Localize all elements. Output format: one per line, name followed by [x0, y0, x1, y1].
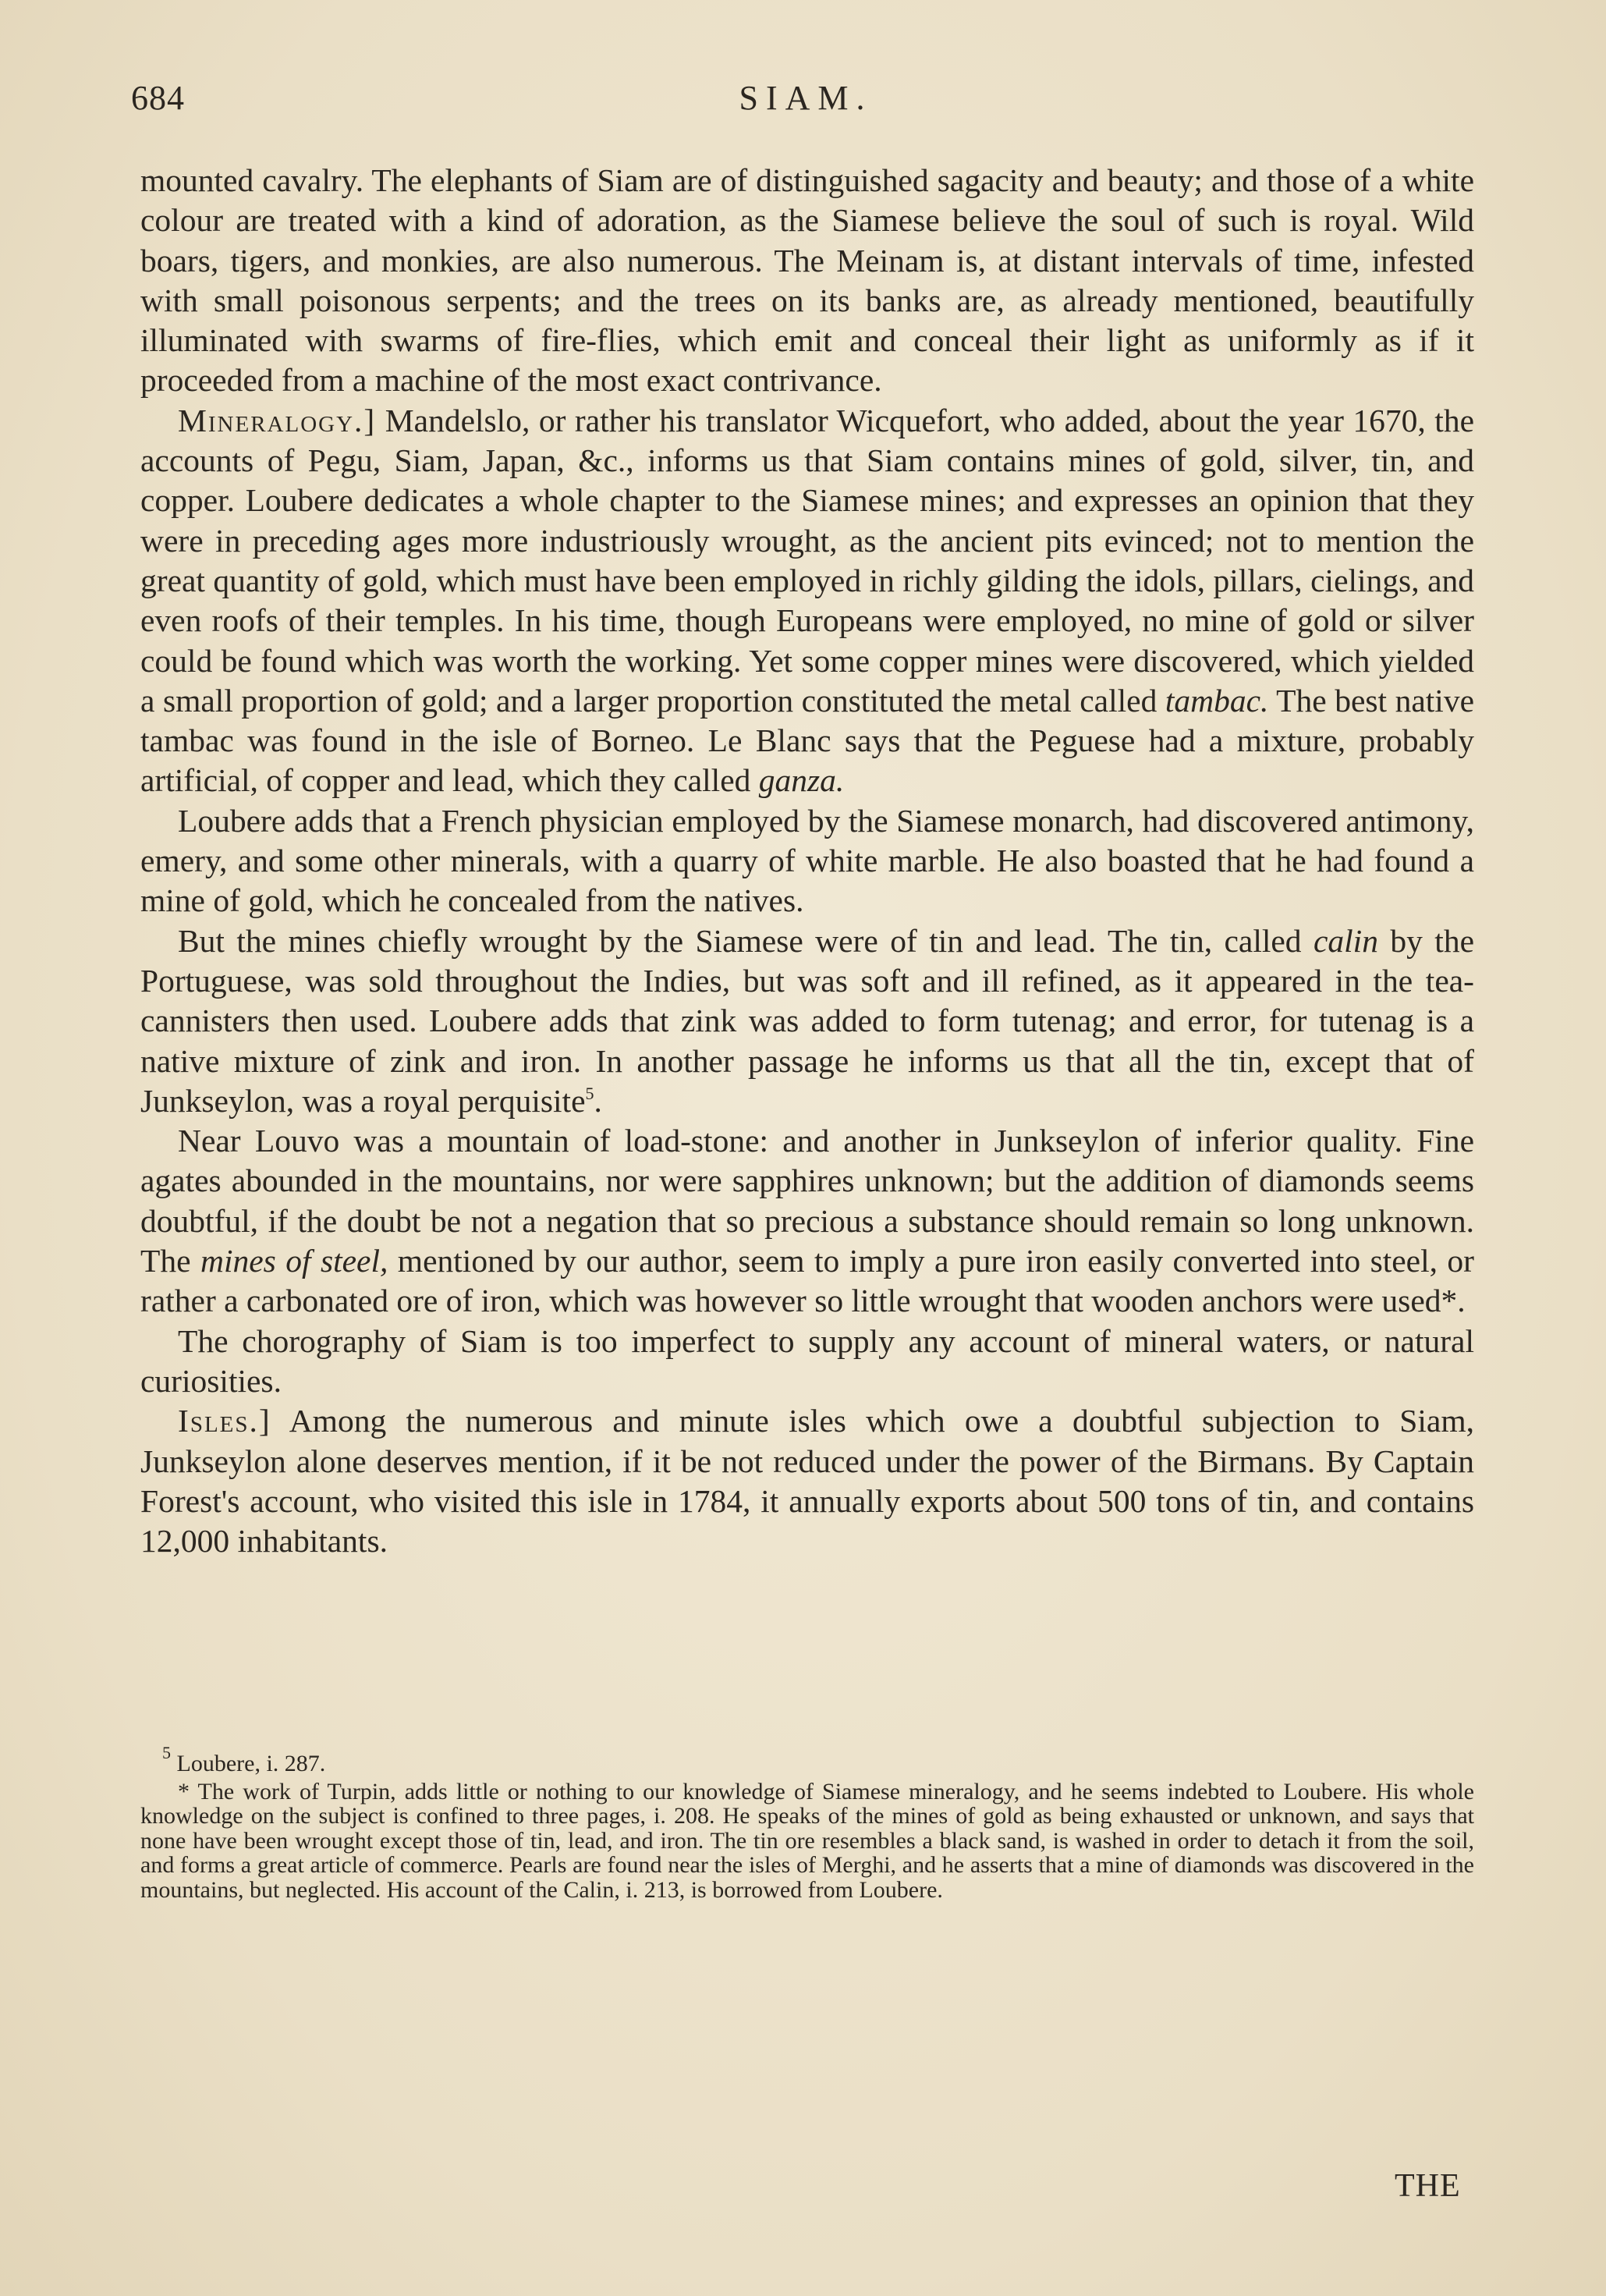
paragraph-text: . — [594, 1082, 602, 1119]
paragraph-loadstone — [140, 1121, 1474, 1321]
paragraph-text: The best native tambac was found in the isle of Borneo. Le Blanc says that the Peguese had a mixture, probably artificial, of copper and lead, which they called — [140, 682, 1475, 799]
page-header — [131, 78, 1480, 125]
italic-term-calin: calin — [1313, 922, 1378, 959]
paragraph-mineralogy — [140, 401, 1474, 801]
footnotes — [140, 1743, 1474, 1903]
paragraph-text: Near Louvo was a mountain of load-stone: and another in Junkseylon of inferior quality. Fine agates abounded in the mountains, nor were sapphires unknown; but the addition of diamonds seems doubtful, if the doubt be not a negation that so precious a substance should remain so long unknown. The — [140, 1123, 1474, 1279]
paragraph-chorography — [140, 1322, 1474, 1402]
italic-term-mines-of-steel: mines of steel, — [200, 1243, 388, 1279]
paragraph-text: Among the numerous and minute isles which owe a doubtful subjection to Siam, Junkseylon alone deserves mention, if it be not reduced under the power of the Birmans. By Captain Forest's account, who visited this isle in 1784, it annually exports about 500 tons of tin, and contains 12,000 inhabitants. — [140, 1403, 1474, 1560]
page-number: 684 — [131, 79, 185, 117]
footnote-asterisk: * The work of Turpin, adds little or nothing to our knowledge of Siamese mineralogy, and he seems indebted to Loubere. His whole knowledge on the subject is confined to three pages, i. 208. He speaks of the mines of gold as being exhausted or unknown, and says that none have been wrought except those of tin, lead, and iron. The tin ore resembles a black sand, is washed in order to detach it from the soil, and forms a great article of commerce. Pearls are found near the isles of Merghi, and he asserts that a mine of diamonds was discovered in the mountains, but neglected. His account of the Calin, i. 213, is borrowed from Loubere. — [140, 1778, 1474, 1903]
paragraph-fauna — [140, 161, 1474, 401]
footnote-mark: 5 — [162, 1743, 171, 1762]
paragraph-text: mentioned by our author, seem to imply a pure iron easily converted into steel, or rather a carbonated ore of iron, which was however so little wrought that wooden anchors were used*. — [140, 1243, 1475, 1319]
footnote-reference-5[interactable]: 5 — [585, 1083, 594, 1103]
paragraph-text: by the Portuguese, was sold throughout the Indies, but was soft and ill refined, as it appeared in the tea-cannisters then used. Loubere adds that zink was added to form tutenag; and error, for tutenag is a native mixture of zink and iron. In another passage he informs us that all the tin, except that of Junkseylon, was a royal perquisite — [140, 922, 1475, 1119]
paragraph-isles — [140, 1401, 1474, 1561]
paragraph-tin — [140, 921, 1474, 1121]
body-text — [140, 161, 1474, 1561]
footnote-5 — [140, 1743, 1474, 1776]
footnote-text: Loubere, i. 287. — [171, 1751, 326, 1776]
catchword: THE — [1395, 2168, 1461, 2204]
paragraph-text: Loubere adds that a French physician employed by the Siamese monarch, had discovered antimony, emery, and some other minerals, with a quarry of white marble. He also boasted that he had found a mine of gold, which he concealed from the natives. — [140, 802, 1474, 919]
paragraph-physician — [140, 801, 1474, 921]
running-title: SIAM. — [739, 79, 873, 117]
paragraph-text: The chorography of Siam is too imperfect to supply any account of mineral waters, or natural curiosities. — [140, 1322, 1474, 1399]
italic-term-ganza: ganza. — [758, 762, 845, 799]
paragraph-text: mounted cavalry. The elephants of Siam are of distinguished sagacity and beauty; and those of a white colour are treated with a kind of adoration, as the Siamese believe the soul of such is royal. Wild boars, tigers, and monkies, are also numerous. The Meinam is, at distant intervals of time, infested with small poisonous serpents; and the trees on its banks are, as already mentioned, beautifully illuminated with swarms of fire-flies, which emit and conceal their light as uniformly as if it proceeded from a machine of the most exact contrivance. — [140, 162, 1474, 399]
section-heading-isles: Isles.] — [178, 1403, 271, 1439]
paragraph-text: Mandelslo, or rather his translator Wicquefort, who added, about the year 1670, the accounts of Pegu, Siam, Japan, &c., informs us that Siam contains mines of gold, silver, tin, and copper. Loubere dedicates a whole chapter to the Siamese mines; and expresses an opinion that they were in preceding ages more industriously wrought, as the ancient pits evinced; not to mention the great quantity of gold, which must have been employed in richly gilding the idols, pillars, cielings, and even roofs of their temples. In his time, though Europeans were employed, no mine of gold or silver could be found which was worth the working. Yet some copper mines were discovered, which yielded a small proportion of gold; and a larger proportion constituted the metal called — [140, 402, 1474, 719]
paragraph-text: But the mines chiefly wrought by the Siamese were of tin and lead. The tin, called — [178, 922, 1314, 959]
section-heading-mineralogy: Mineralogy.] — [178, 402, 377, 438]
italic-term-tambac: tambac. — [1165, 682, 1269, 719]
